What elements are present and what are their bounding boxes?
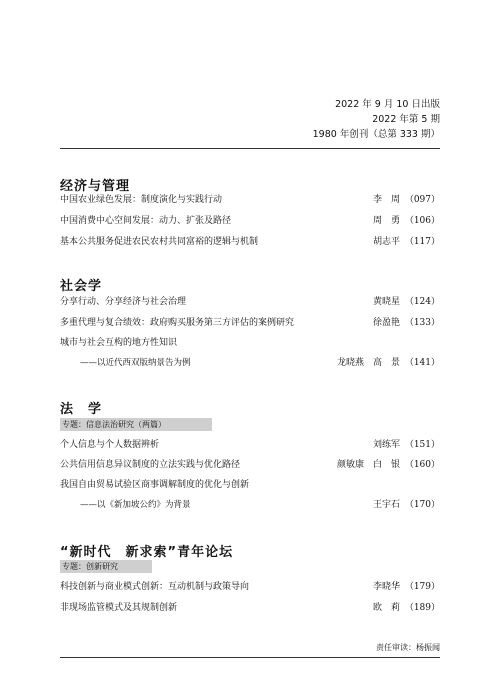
entry-page: （151） [404, 440, 440, 450]
entry-title: 中国消费中心空间发展：动力、扩张及路径 [60, 216, 232, 226]
toc-entry-subtitle[interactable] [60, 497, 440, 513]
entry-author: 欧 莉 [372, 603, 400, 613]
entry-page: （133） [404, 318, 440, 328]
entry-subtitle: ——以近代西双版纳景告为例 [80, 358, 191, 368]
entry-title: 我国自由贸易试验区商事调解制度的优化与创新 [60, 480, 250, 490]
toc-entry[interactable] [60, 213, 440, 229]
entry-title: 非现场监管模式及其规制创新 [60, 603, 178, 613]
entry-subtitle: ——以《新加坡公约》为背景 [80, 500, 191, 510]
entry-title: 分享行动、分享经济与社会治理 [60, 297, 187, 307]
entry-page: （106） [404, 216, 440, 226]
section-title-youth-forum: “新时代 新求索”青年论坛 [60, 545, 234, 560]
toc-entry[interactable] [60, 579, 440, 595]
entry-page: （160） [404, 460, 440, 470]
issue-number: 2022 年第 5 期 [372, 114, 440, 125]
top-divider [60, 148, 440, 149]
entry-page: （117） [404, 237, 440, 247]
toc-entry[interactable] [60, 437, 440, 453]
entry-page: （141） [404, 358, 440, 368]
entry-title: 科技创新与商业模式创新：互动机制与政策导向 [60, 582, 250, 592]
entry-page: （097） [404, 195, 440, 205]
entry-author: 李晓华 [372, 582, 400, 592]
responsible-editor: 责任审读：杨振闻 [376, 643, 440, 652]
publication-info [313, 97, 440, 142]
entry-author: 刘练军 [372, 440, 400, 450]
section-title-sociology: 社会学 [60, 279, 103, 294]
entry-page: （189） [404, 603, 440, 613]
entry-author: 黄晓星 [372, 297, 400, 307]
toc-entry[interactable] [60, 192, 440, 208]
entry-author: 王宇石 [372, 500, 400, 510]
toc-entry[interactable] [60, 315, 440, 331]
topic-label: 专题：创新研究 [60, 560, 152, 573]
bottom-divider [60, 657, 440, 658]
topic-label: 专题：信息法治研究（两篇） [60, 418, 212, 431]
entry-author: 颜敏康 白 银 [336, 460, 400, 470]
entry-title: 公共信用信息异议制度的立法实践与优化路径 [60, 460, 241, 470]
entry-page: （124） [404, 297, 440, 307]
entry-author: 周 勇 [372, 216, 400, 226]
toc-entry[interactable] [60, 477, 440, 493]
entry-author: 龙晓燕 高 景 [336, 358, 400, 368]
toc-entry[interactable] [60, 600, 440, 616]
entry-page: （179） [404, 582, 440, 592]
toc-entry-subtitle[interactable] [60, 355, 440, 371]
toc-entry[interactable] [60, 234, 440, 250]
toc-entry[interactable] [60, 335, 440, 351]
entry-author: 李 周 [372, 195, 400, 205]
entry-title: 多重代理与复合绩效：政府购买服务第三方评估的案例研究 [60, 318, 295, 328]
entry-page: （170） [404, 500, 440, 510]
entry-title: 中国农业绿色发展：制度演化与实践行动 [60, 195, 223, 205]
entry-author: 徐盈艳 [372, 318, 400, 328]
founding-info: 1980 年创刊（总第 333 期） [312, 129, 440, 140]
entry-title: 城市与社会互构的地方性知识 [60, 338, 178, 348]
section-title-law: 法 学 [60, 402, 103, 417]
toc-entry[interactable] [60, 294, 440, 310]
toc-entry[interactable] [60, 457, 440, 473]
publish-date: 2022 年 9 月 10 日出版 [335, 99, 440, 110]
entry-author: 胡志平 [372, 237, 400, 247]
section-title-economics: 经济与管理 [60, 179, 131, 194]
entry-title: 个人信息与个人数据辨析 [60, 440, 160, 450]
entry-title: 基本公共服务促进农民农村共同富裕的逻辑与机制 [60, 237, 259, 247]
